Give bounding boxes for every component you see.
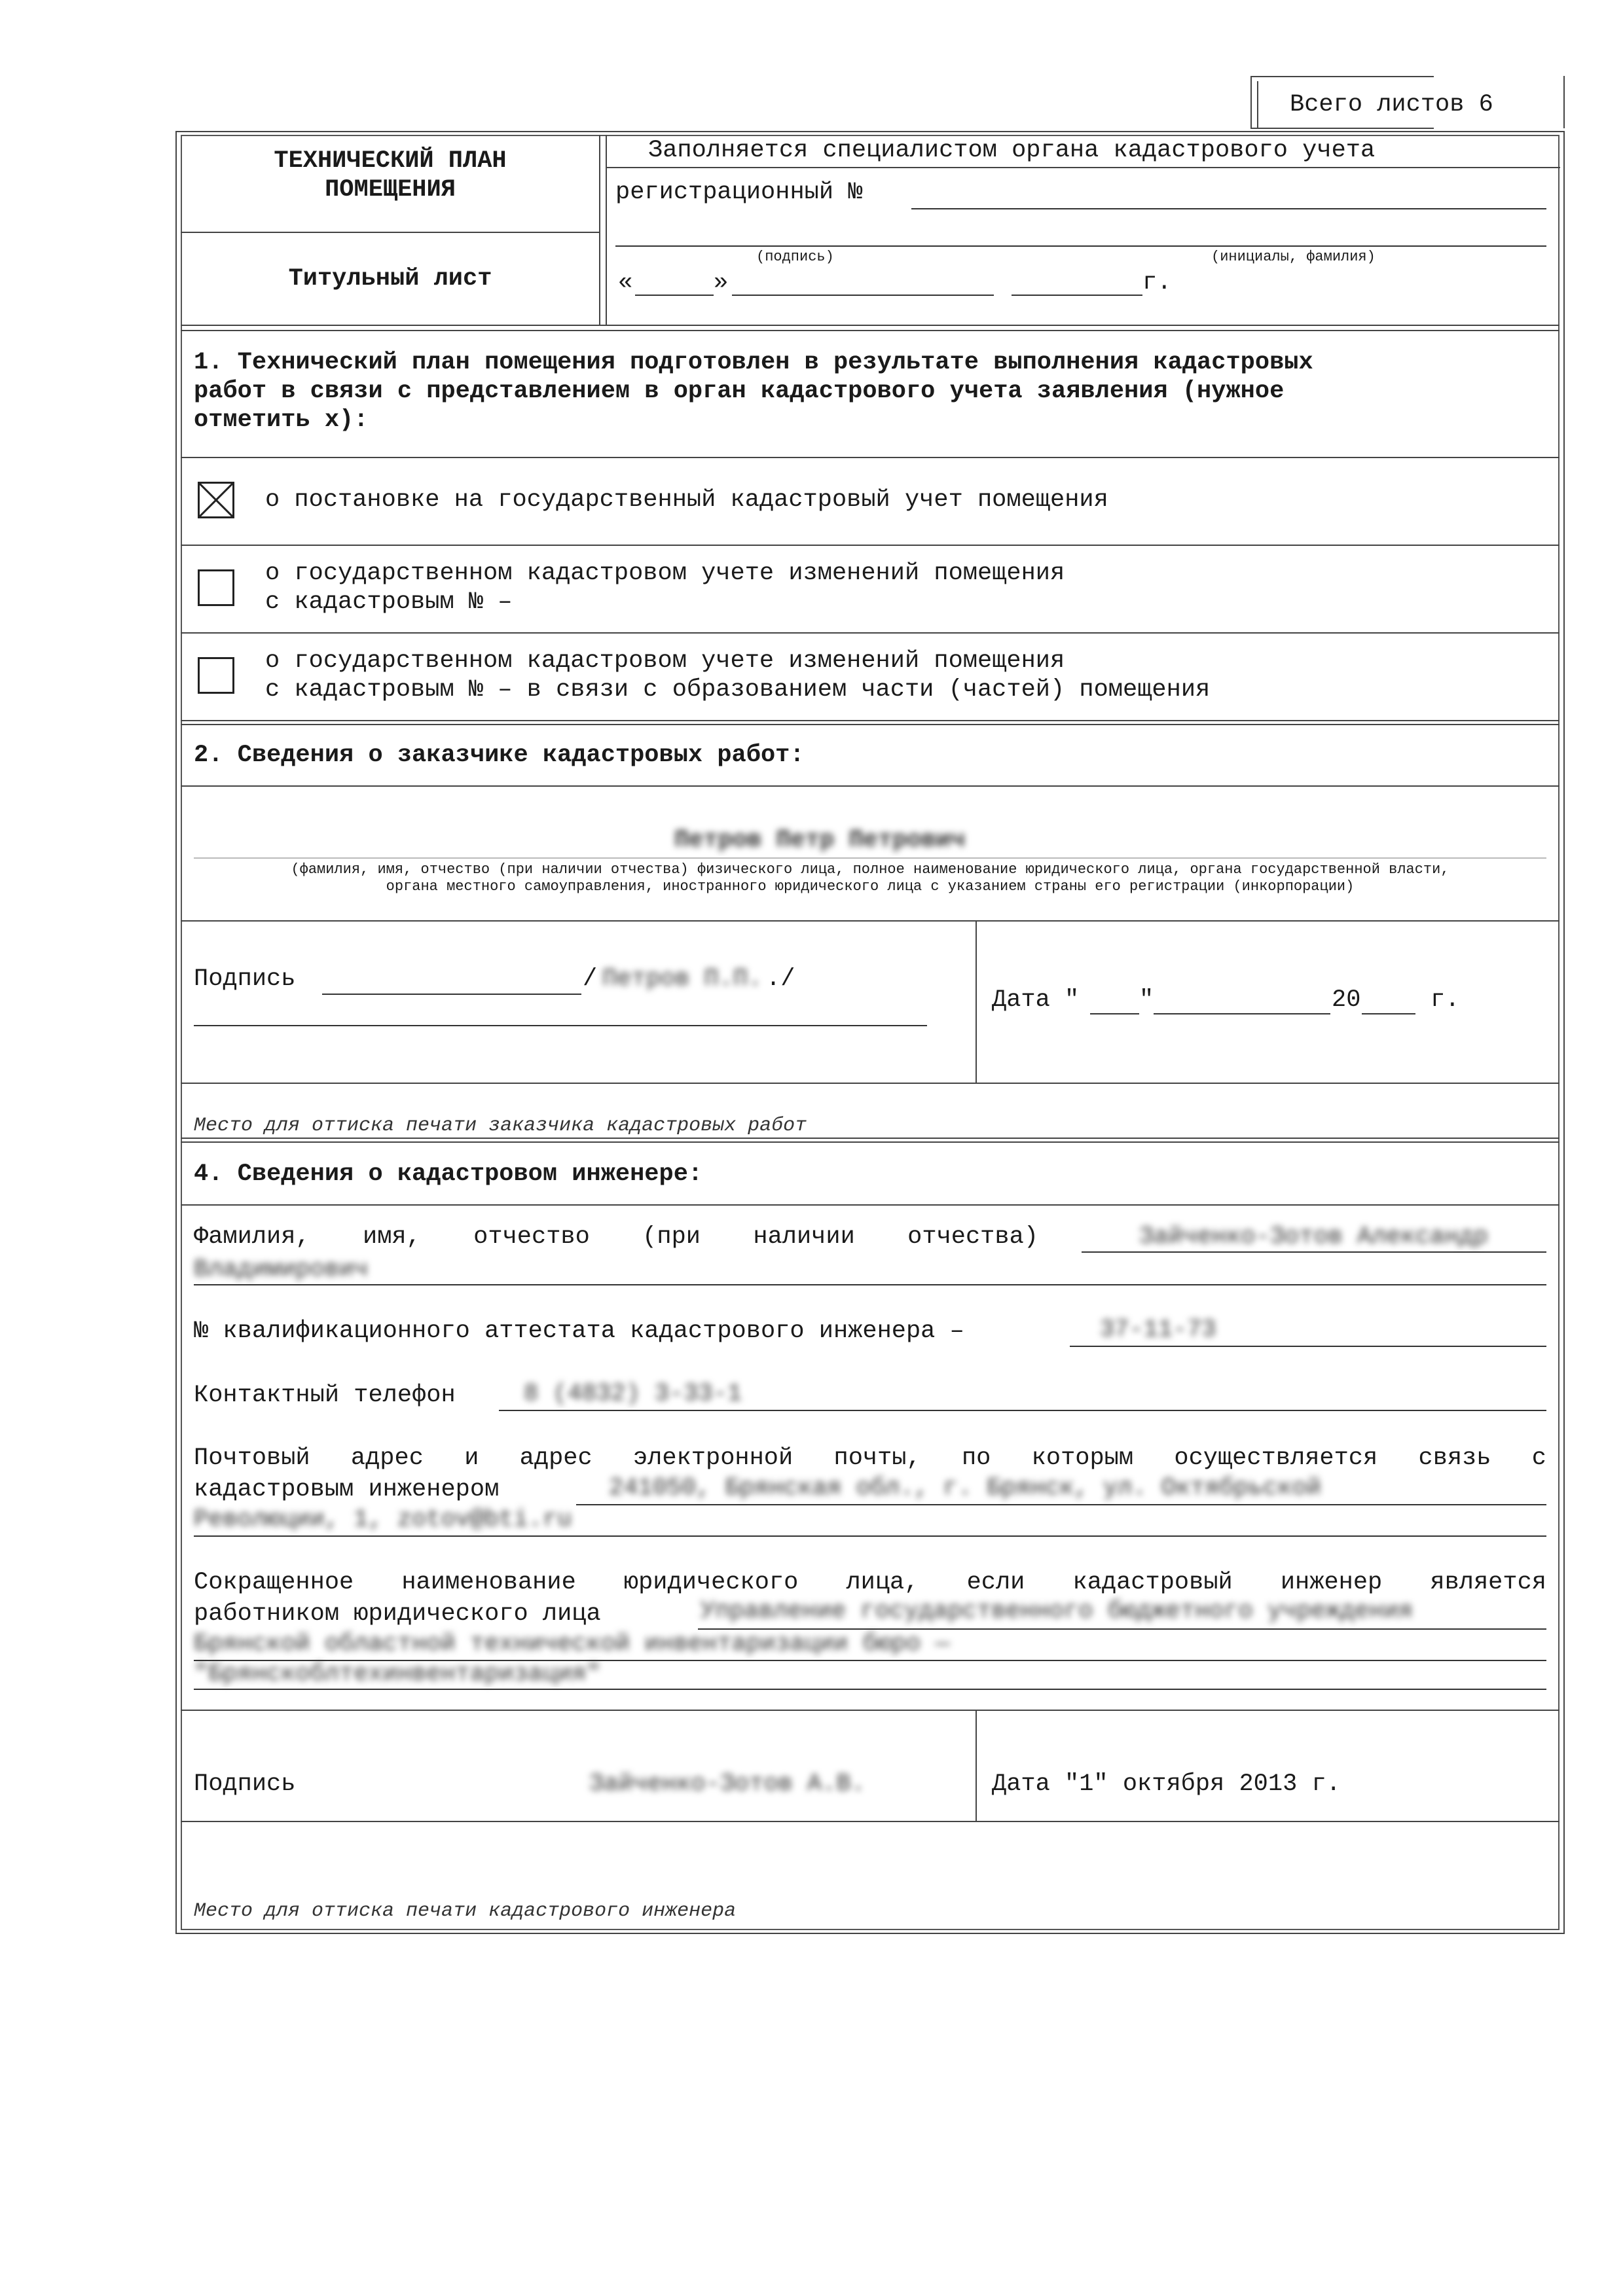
engineer-stamp-note: Место для оттиска печати кадастрового инженера xyxy=(194,1900,737,1922)
slash-open: / xyxy=(583,965,598,993)
engineer-fio-redacted-1: Зайченко-Зотов Александр xyxy=(1139,1223,1488,1251)
engineer-org-redacted-2: Брянской областной технической инвентаризации бюро — xyxy=(194,1630,950,1658)
signature-initials-field[interactable] xyxy=(615,245,1546,247)
engineer-phone-field[interactable] xyxy=(499,1410,1546,1411)
engineer-phone-redacted: 8 (4832) 3-33-1 xyxy=(524,1380,742,1408)
engineer-org-field-3[interactable] xyxy=(194,1689,1546,1690)
option-checkbox-changes-parts[interactable] xyxy=(198,657,234,694)
engineer-org-label-1: Сокращенное наименование юридического лица, если кадастровый инженер является xyxy=(194,1569,1546,1596)
engineer-date-text: Дата "1" октября 2013 г. xyxy=(992,1770,1341,1798)
option-label-changes-parts: о государственном кадастровом учете изменений помещения с кадастровым № – в связи с образованием части (частей) помещения xyxy=(265,647,1211,704)
option-checkbox-registration[interactable] xyxy=(198,482,234,518)
customer-stamp-note: Место для оттиска печати заказчика кадастровых работ xyxy=(194,1115,807,1137)
registration-label: регистрационный № xyxy=(615,179,863,206)
section2-title: 2. Сведения о заказчике кадастровых работ: xyxy=(194,742,805,769)
option-checkbox-changes[interactable] xyxy=(198,569,234,606)
customer-extra-line[interactable] xyxy=(194,1025,927,1026)
engineer-address-redacted-2: Революции, 1, zotov@bti.ru xyxy=(194,1506,572,1534)
engineer-address-label-1: Почтовый адрес и адрес электронной почты, по которым осуществляется связь с xyxy=(194,1444,1546,1472)
section4-title: 4. Сведения о кадастровом инженере: xyxy=(194,1160,703,1188)
reg-date-month-field[interactable] xyxy=(732,295,994,296)
customer-signature-field[interactable] xyxy=(322,994,581,995)
engineer-fio-field-1[interactable] xyxy=(1082,1251,1546,1253)
customer-date-year-field[interactable] xyxy=(1362,1013,1415,1014)
customer-sign-label: Подпись xyxy=(194,965,296,993)
slash-close: ./ xyxy=(766,965,795,993)
initials-caption: (инициалы, фамилия) xyxy=(1211,249,1376,265)
year-suffix: г. xyxy=(1142,269,1172,296)
customer-date-month-field[interactable] xyxy=(1154,1013,1330,1014)
sheet-count: Всего листов 6 xyxy=(1290,91,1493,118)
section1-title: 1. Технический план помещения подготовлен в результате выполнения кадастровых работ в связи с представлением в орган кадастрового учета заявления (нужное отметить x): xyxy=(194,349,1313,434)
engineer-org-redacted-3: "Брянскоблтехинвентаризация" xyxy=(194,1660,601,1688)
customer-date-quote: " xyxy=(1139,986,1154,1014)
engineer-cert-redacted: 37-11-73 xyxy=(1100,1316,1216,1344)
engineer-org-redacted-1: Управление государственного бюджетного учреждения xyxy=(701,1598,1413,1625)
reg-date-day-field[interactable] xyxy=(635,295,714,296)
customer-date-century: 20 xyxy=(1332,986,1361,1014)
engineer-org-label-2: работником юридического лица xyxy=(194,1600,601,1628)
date-close-quote: » xyxy=(714,269,729,296)
option-label-registration: о постановке на государственный кадастровый учет помещения xyxy=(265,486,1108,514)
customer-date-label: Дата " xyxy=(992,986,1080,1014)
customer-date-year-suffix: г. xyxy=(1431,986,1460,1014)
reg-date-year-field[interactable] xyxy=(1012,295,1142,296)
registration-number-field[interactable] xyxy=(911,208,1546,209)
engineer-address-field-1[interactable] xyxy=(576,1504,1546,1505)
signature-caption: (подпись) xyxy=(756,249,834,265)
engineer-cert-field[interactable] xyxy=(1070,1346,1546,1347)
engineer-fio-label: Фамилия, имя, отчество (при наличии отчества) xyxy=(194,1223,1038,1251)
engineer-phone-label: Контактный телефон xyxy=(194,1382,456,1409)
engineer-fio-redacted-2: Владимирович xyxy=(194,1256,369,1283)
date-open-quote: « xyxy=(618,269,633,296)
customer-sign-name-redacted: Петров П.П. xyxy=(602,965,763,993)
engineer-cert-label: № квалификационного аттестата кадастрового инженера – xyxy=(194,1318,964,1345)
engineer-sign-name-redacted: Зайченко-Зотов А.В. xyxy=(589,1770,866,1798)
customer-caption: (фамилия, имя, отчество (при наличии отчества) физического лица, полное наименование юридического лица, органа государственной власти, органа местного самоуправления, иностранного юридического лица с указанием страны его регистрации (инкорпорации) xyxy=(291,861,1450,895)
filled-by-note: Заполняется специалистом органа кадастрового учета xyxy=(648,137,1376,164)
engineer-sign-label: Подпись xyxy=(194,1770,296,1798)
engineer-fio-field-2[interactable] xyxy=(194,1284,1546,1285)
engineer-address-redacted-1: 241050, Брянская обл., г. Брянск, ул. Октябрьской xyxy=(609,1475,1321,1502)
customer-date-day-field[interactable] xyxy=(1090,1013,1139,1014)
engineer-address-label-2: кадастровым инженером xyxy=(194,1476,500,1503)
doc-title: ТЕХНИЧЕСКИЙ ПЛАН ПОМЕЩЕНИЯ xyxy=(274,147,507,204)
engineer-address-field-2[interactable] xyxy=(194,1535,1546,1537)
checked-cross-icon xyxy=(200,484,232,516)
sheet-name: Титульный лист xyxy=(288,265,492,293)
option-label-changes: о государственном кадастровом учете изменений помещения с кадастровым № – xyxy=(265,560,1065,616)
customer-name-redacted: Петров Петр Петрович xyxy=(674,827,966,854)
